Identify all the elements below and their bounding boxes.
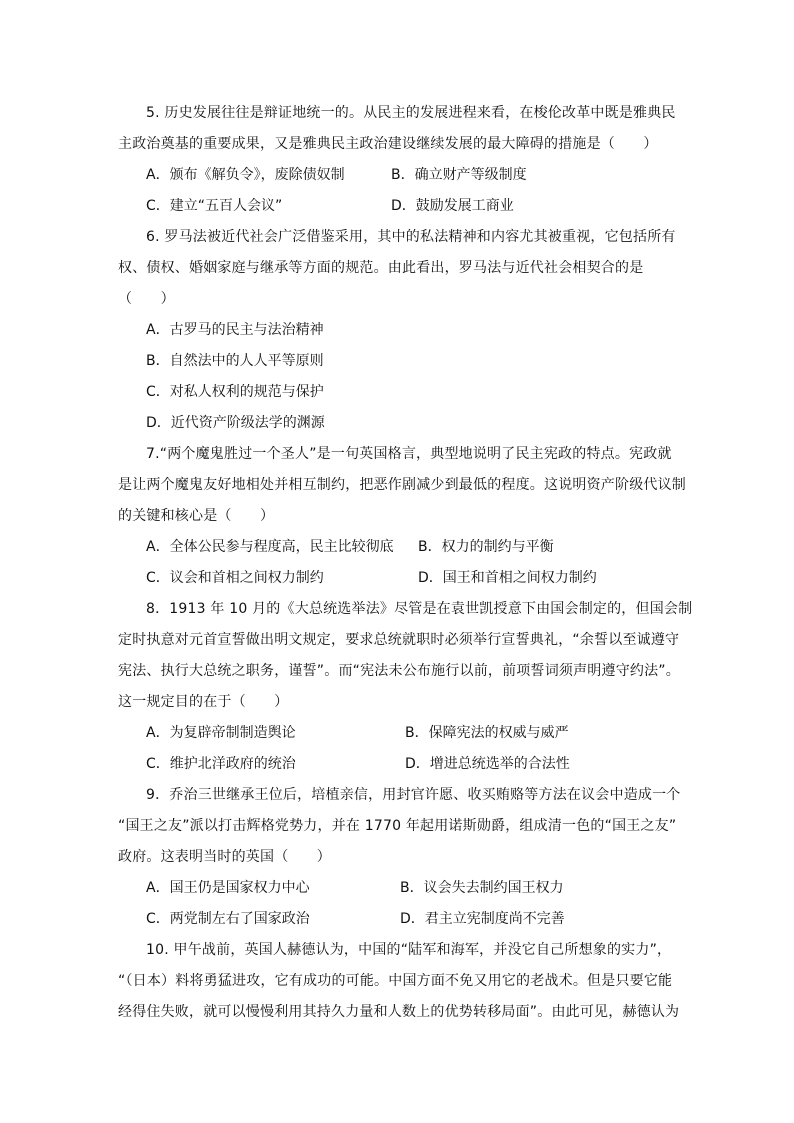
question-10-stem-line-1: 10. 甲午战前，英国人赫德认为，中国的“陆军和海军，并没它自己所想象的实力”， [146,942,672,958]
question-8-stem-line-3: 宪法、执行大总统之职务，谨誓”。而“宪法未公布施行以前，前项誓词须声明遵守约法”。 [118,663,680,679]
question-5-stem-line-1: 5. 历史发展往往是辩证地统一的。从民主的发展进程来看，在梭伦改革中既是雅典民 [146,105,676,121]
question-9-stem-line-1: 9．乔治三世继承王位后，培植亲信，用封官许愿、收买贿赂等方法在议会中造成一个 [146,787,681,803]
question-5-option-b: B．确立财产等级制度 [391,167,527,183]
question-7-stem-line-2: 是让两个魔鬼友好地相处并相互制约，把恶作剧减少到最低的程度。这说明资产阶级代议制 [118,477,686,493]
question-9-stem-line-3: 政府。这表明当时的英国（ ） [118,849,331,865]
question-5-option-d: D．鼓励发展工商业 [391,198,514,214]
question-6-option-b: B．自然法中的人人平等原则 [146,353,324,369]
question-5-option-a: A．颁布《解负令》，废除债奴制 [146,167,345,183]
question-9-option-c: C．两党制左右了国家政治 [146,911,310,927]
question-8-option-c: C．维护北洋政府的统治 [146,756,296,772]
question-6-stem-line-1: 6. 罗马法被近代社会广泛借鉴采用，其中的私法精神和内容尤其被重视，它包括所有 [146,229,676,245]
question-6-option-c: C．对私人权利的规范与保护 [146,384,324,400]
question-8-option-a: A．为复辟帝制制造舆论 [146,725,296,741]
question-5-stem-line-2: 主政治奠基的重要成果，又是雅典民主政治建设继续发展的最大障碍的措施是（ ） [118,136,658,152]
question-9-option-d: D．君主立宪制度尚不完善 [400,911,565,927]
question-6-option-d: D．近代资产阶级法学的渊源 [146,415,325,431]
question-7-option-a: A．全体公民参与程度高，民主比较彻底 [146,539,394,555]
question-10-stem-line-3: 经得住失败，就可以慢慢利用其持久力量和人数上的优势转移局面”。由此可见，赫德认为 [118,1004,680,1020]
question-8-stem-line-4: 这一规定目的在于（ ） [118,694,289,710]
question-8-option-d: D．增进总统选举的合法性 [405,756,570,772]
question-9-stem-line-2: “国王之友”派以打击辉格党势力，并在 1770 年起用诺斯勋爵，组成清一色的“国王之友” [118,818,677,834]
question-9-option-a: A．国王仍是国家权力中心 [146,880,310,896]
question-8-stem-line-2: 定时执意对元首宣誓做出明文规定，要求总统就职时必须举行宣誓典礼，“余誓以至诚遵守 [118,632,680,648]
question-9-option-b: B．议会失去制约国王权力 [400,880,564,896]
question-7-option-d: D．国王和首相之间权力制约 [418,570,597,586]
question-10-stem-line-2: “（日本）料将勇猛进攻，它有成功的可能。中国方面不免又用它的老战术。但是只要它能 [118,973,673,989]
question-8-stem-line-1: 8．1913 年 10 月的《大总统选举法》尽管是在袁世凯授意下由国会制定的，但国会制 [146,601,693,617]
question-5-option-c: C．建立“五百人会议” [146,198,283,214]
question-6-stem-line-3: （ ） [118,291,175,307]
question-7-stem-line-1: 7.“两个魔鬼胜过一个圣人”是一句英国格言，典型地说明了民主宪政的特点。宪政就 [146,446,672,462]
question-7-option-c: C．议会和首相之间权力制约 [146,570,324,586]
question-8-option-b: B．保障宪法的权威与威严 [405,725,569,741]
question-7-option-b: B．权力的制约与平衡 [418,539,554,555]
question-6-option-a: A．古罗马的民主与法治精神 [146,322,324,338]
question-7-stem-line-3: 的关键和核心是（ ） [118,508,275,524]
question-6-stem-line-2: 权、债权、婚姻家庭与继承等方面的规范。由此看出，罗马法与近代社会相契合的是 [118,260,644,276]
